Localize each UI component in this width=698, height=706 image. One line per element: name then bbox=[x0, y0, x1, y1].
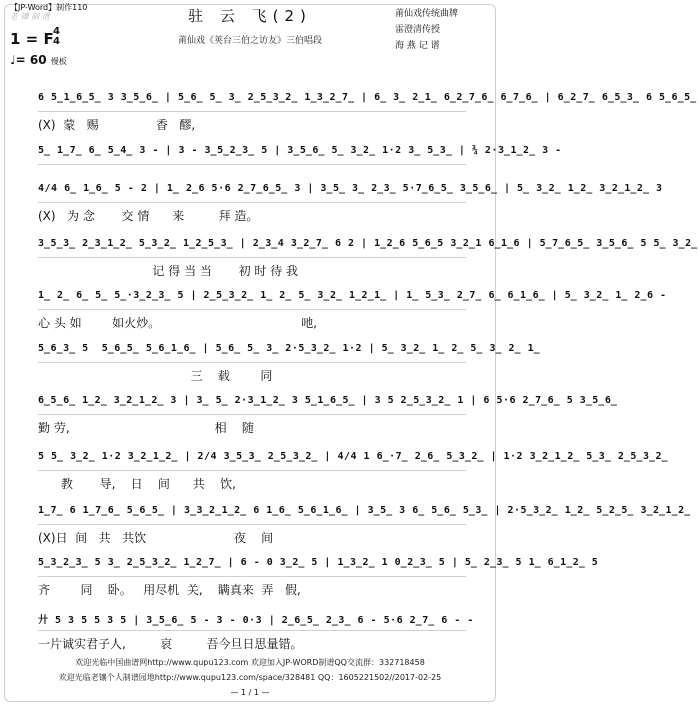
credits bbox=[395, 6, 458, 54]
page-title: 驻 云 飞(2) bbox=[188, 7, 312, 25]
lyrics-line: 心 头 如 如火炒。 吔, bbox=[38, 316, 318, 330]
tempo-marking bbox=[10, 53, 67, 67]
lyrics-line: (X) 蒙 赐 香 醪, bbox=[38, 118, 196, 132]
notation-line: 3̲5̲3̲ 2̲3̲1̲2̲ 5̲3̲2̲ 1̲2̲5̲3̲ | 2̲3̲4 3̲2̲7̲ 6 2 | 1̲2̲6 5̲6̲5 3̲2̲1 6̲1̲6 | 5̲7̲6̲5̲ 3̲5̲6̲ 5 5̲ 3̲2̲ bbox=[38, 238, 698, 249]
tempo-value: ♩= 60 bbox=[10, 53, 47, 67]
notation-line: 5̲3̲2̲3̲ 5 3̲ 2̲5̲3̲2̲ 1̲2̲7̲ | 6 - 0 3̲2̲ 5 | 1̲3̲2̲ 1 0̲2̲3̲ 5 | 5̲ 2̲3̲ 5 1̲ 6̲1̲2̲ 5 bbox=[38, 557, 599, 568]
watermark-text: 老 镶 制 谱 bbox=[10, 12, 50, 21]
lyrics-line: 教 导, 日 间 共 饮, bbox=[38, 477, 236, 491]
notation-line: 1̲7̲ 6 1̲7̲6̲ 5̲6̲5̲ | 3̲3̲2̲1̲2̲ 6 1̲6̲ 5̲6̲1̲6̲ | 3̲5̲ 3 6̲ 5̲6̲ 5̲3̲ | 2·5̲3̲2̲ 1̲2̲ 5̲2̲5̲ 3̲2̲1̲2̲ bbox=[38, 505, 691, 516]
notation-line: 1̲ 2̲ 6̲ 5̲ 5̲·3̲2̲3̲ 5 | 2̲5̲3̲2̲ 1̲ 2̲ 5̲ 3̲2̲ 1̲2̲1̲ | 1̲ 5̲3̲ 2̲7̲ 6̲ 6̲1̲6̲ | 5̲ 3̲2̲ 1̲ 2̲6 - bbox=[38, 290, 667, 301]
notation-line: 5 5̲ 3̲2̲ 1·2 3̲2̲1̲2̲ | 2/4 3̲5̲3̲ 2̲5̲3̲2̲ | 4/4 1 6̲·7̲ 2̲6̲ 5̲3̲2̲ | 1·2 3̲2̲1̲2̲ 5̲3̲ 2̲5̲3̲2̲ bbox=[38, 451, 669, 462]
credit-line: 雷澄清传授 bbox=[394, 25, 440, 35]
lyrics-line: 记 得 当 当 初 时 待 我 bbox=[38, 264, 299, 278]
lyrics-line: (X) 为 念 交 情 来 拜 造。 bbox=[38, 209, 259, 223]
lyrics-line: 勤 劳, 相 随 bbox=[38, 421, 254, 435]
tempo-text: 慢板 bbox=[50, 57, 67, 66]
credit-line: 海 燕 记 谱 bbox=[394, 41, 440, 51]
notation-line: 6 5̲1̲6̲5̲ 3 3̲5̲6̲ | 5̲6̲ 5̲ 3̲ 2̲5̲3̲2̲ 1̲3̲2̲7̲ | 6̲ 3̲ 2̲1̲ 6̲2̲7̲6̲ 6̲7̲6̲ | 6̲2̲7̲ 6̲5̲3̲ 6 5̲6̲5̲ bbox=[38, 92, 697, 103]
key-signature: 1 = F bbox=[10, 30, 54, 48]
notation-line: 5̲6̲3̲ 5 5̲6̲5̲ 5̲6̲1̲6̲ | 5̲6̲ 5̲ 3̲ 2·5̲3̲2̲ 1·2 | 5̲ 3̲2̲ 1̲ 2̲ 5̲ 3̲ 2̲ 1̲ bbox=[38, 343, 541, 354]
lyrics-line: 一片诚实君子人, 哀 吾今旦日思量错。 bbox=[38, 637, 303, 651]
time-signature-top: 4 bbox=[53, 26, 60, 37]
page-subtitle: 莆仙戏《荚台三伯之访友》三伯唱段 bbox=[177, 36, 322, 46]
footer-line-2: 欢迎光临老镶个人制谱园地http://www.qupu123.com/space/328481 QQ：1605221502//2017-02-25 bbox=[58, 673, 442, 682]
lyrics-line: 齐 同 卧。 用尽机 关, 瞒真来 弄 假, bbox=[38, 583, 301, 597]
notation-line: 5̲ 1̲7̲ 6̲ 5̲4̲ 3 - | 3 - 3̲5̲2̲3̲ 5 | 3̲5̲6̲ 5̲ 3̲2̲ 1·2 3̲ 5̲3̲ | ¾ 2·3̲1̲2̲ 3 - bbox=[38, 145, 562, 156]
footer-line-1: 欢迎光临中国曲谱网http://www.qupu123.com 欢迎加入JP-WORD制谱QQ交流群：332718458 bbox=[75, 658, 425, 667]
notation-line: 廾 5 3 5 5 3 5 | 3̲5̲6̲ 5 - 3 - 0·3 | 2̲6̲5̲ 2̲3̲ 6 - 5·6 2̲7̲ 6 - - bbox=[38, 615, 474, 626]
credit-line: 莆仙戏传统曲牌 bbox=[394, 9, 458, 19]
time-signature-bottom: 4 bbox=[53, 36, 60, 47]
page-number: — 1 / 1 — bbox=[230, 688, 270, 697]
header-tag-text: 【JP-Word】制作110 bbox=[10, 3, 88, 12]
notation-line: 4/4 6̲ 1̲6̲ 5 - 2 | 1̲ 2̲6 5·6 2̲7̲6̲5̲ 3 | 3̲5̲ 3̲ 2̲3̲ 5·7̲6̲5̲ 3̲5̲6̲ | 5̲ 3̲2̲ 1̲2̲ 3̲2̲1̲2̲ 3 bbox=[38, 183, 663, 194]
notation-line: 6̲5̲6̲ 1̲2̲ 3̲2̲1̲2̲ 3 | 3̲ 5̲ 2·3̲1̲2̲ 3 5̲1̲6̲5̲ | 3 5 2̲5̲3̲2̲ 1 | 6 5·6 2̲7̲6̲ 5 3̲5̲6̲ bbox=[38, 395, 618, 406]
lyrics-line: 三 载 同 bbox=[38, 369, 273, 383]
lyrics-line: (X)日 间 共 共饮 夜 间 bbox=[38, 531, 274, 545]
